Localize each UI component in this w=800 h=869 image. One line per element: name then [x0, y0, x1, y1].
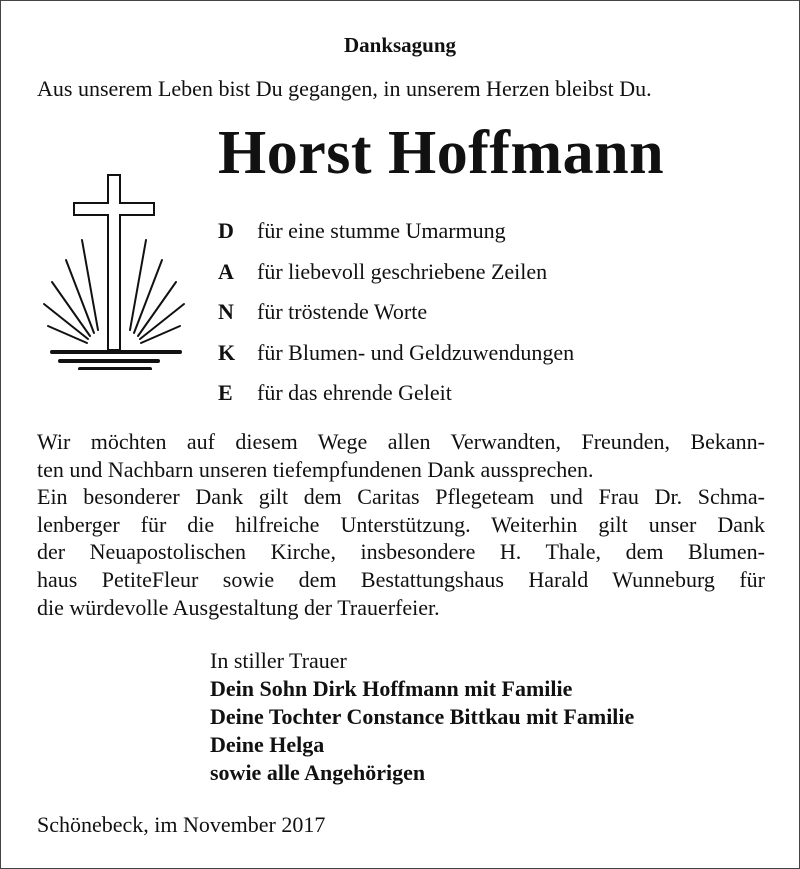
cross-with-sun-rays-and-waves-icon: [38, 170, 198, 370]
deceased-name: Horst Hoffmann: [218, 119, 665, 187]
paragraph-line: die würdevolle Ausgestaltung der Trauerfeier.: [37, 594, 440, 620]
acrostic-letter: A: [218, 259, 234, 284]
acrostic-text: für das ehrende Geleit: [257, 380, 452, 405]
paragraph-line: lenberger für die hilfreiche Unterstützung. Weiterhin gilt unser Dank: [37, 511, 765, 537]
acrostic-letter: K: [218, 340, 236, 365]
acrostic-letter: E: [218, 380, 233, 405]
mourning-intro: In stiller Trauer: [210, 648, 347, 673]
acrostic-text: für liebevoll geschriebene Zeilen: [257, 259, 548, 284]
signer-line: sowie alle Angehörigen: [210, 760, 426, 785]
signer-line: Deine Tochter Constance Bittkau mit Familie: [210, 704, 635, 729]
signer-line: Dein Sohn Dirk Hoffmann mit Familie: [210, 676, 573, 701]
paragraph-line: ten und Nachbarn unseren tiefempfundenen Dank aussprechen.: [37, 456, 594, 482]
paragraph-line: Ein besonderer Dank gilt dem Caritas Pflegeteam und Frau Dr. Schma-: [37, 484, 765, 510]
paragraph-line: Wir möchten auf diesem Wege allen Verwandten, Freunden, Bekann-: [37, 429, 765, 454]
notice-subline: Aus unserem Leben bist Du gegangen, in unserem Herzen bleibst Du.: [37, 76, 652, 101]
paragraph-line: der Neuapostolischen Kirche, insbesondere H. Thale, dem Blumen-: [37, 539, 765, 565]
acrostic-text: für Blumen- und Geldzuwendungen: [257, 340, 575, 365]
notice-heading: Danksagung: [343, 33, 457, 57]
acrostic-letter: D: [218, 218, 234, 243]
acrostic-letter: N: [218, 299, 234, 324]
thanks-paragraph: [37, 428, 765, 621]
acrostic-text: für tröstende Worte: [257, 299, 428, 324]
place-and-date: Schönebeck, im November 2017: [37, 812, 326, 837]
signer-line: Deine Helga: [210, 732, 325, 757]
acrostic-text: für eine stumme Umarmung: [257, 218, 506, 243]
paragraph-line: haus PetiteFleur sowie dem Bestattungshaus Harald Wunneburg für: [37, 566, 765, 592]
